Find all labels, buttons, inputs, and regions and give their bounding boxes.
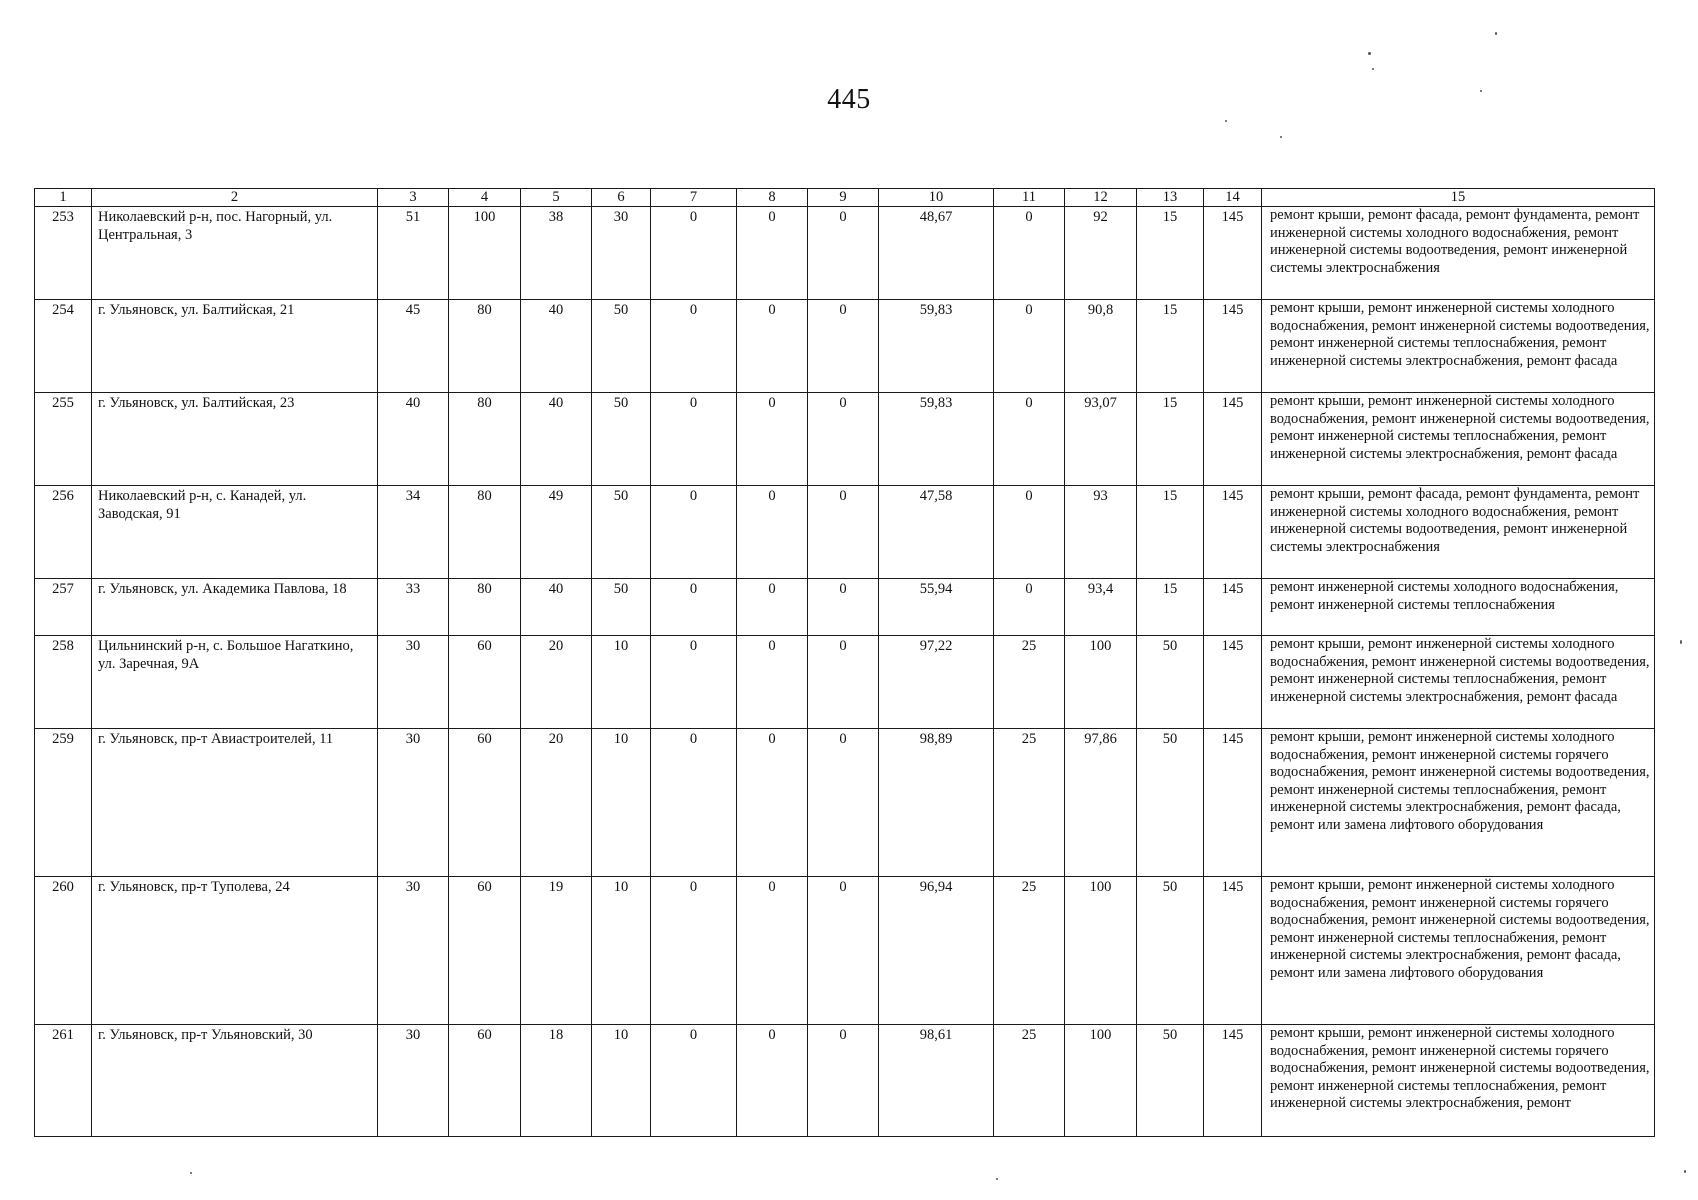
table-row [35,729,1655,877]
column-header: 4 [449,189,521,207]
column-header: 13 [1137,189,1204,207]
value-cell: 60 [449,636,521,729]
column-header: 1 [35,189,92,207]
table-row [35,486,1655,579]
value-cell: 30 [378,636,449,729]
value-cell: 50 [1137,729,1204,877]
value-cell: 0 [737,1025,808,1137]
works-list-cell: ремонт крыши, ремонт инженерной системы холодного водоснабжения, ремонт инженерной системы водоотведения, ремонт инженерной системы теплоснабжения, ремонт инженерной системы электроснабжения, ремонт фасада [1262,300,1655,393]
address-cell: г. Ульяновск, пр-т Авиастроителей, 11 [92,729,378,877]
value-cell: 0 [737,729,808,877]
table-header [35,189,1655,207]
value-cell: 60 [449,1025,521,1137]
works-list-cell: ремонт крыши, ремонт инженерной системы холодного водоснабжения, ремонт инженерной системы горячего водоснабжения, ремонт инженерной системы водоотведения, ремонт инженерной системы теплоснабжения, ремонт инженерной системы электроснабжения, ремонт фасада, ремонт или замена лифтового оборудования [1262,877,1655,1025]
value-cell: 0 [737,486,808,579]
scan-speck [1280,136,1282,138]
column-header: 10 [879,189,994,207]
address-cell: Цильнинский р-н, с. Большое Нагаткино, ул. Заречная, 9А [92,636,378,729]
value-cell: 0 [737,636,808,729]
value-cell: 0 [737,579,808,636]
value-cell: 145 [1204,636,1262,729]
value-cell: 38 [521,207,592,300]
column-header: 12 [1065,189,1137,207]
value-cell: 50 [592,393,651,486]
address-cell: Николаевский р-н, пос. Нагорный, ул. Центральная, 3 [92,207,378,300]
table-row [35,636,1655,729]
value-cell: 0 [808,579,879,636]
scan-speck [1225,120,1227,122]
column-header: 2 [92,189,378,207]
value-cell: 48,67 [879,207,994,300]
value-cell: 18 [521,1025,592,1137]
value-cell: 0 [651,729,737,877]
value-cell: 45 [378,300,449,393]
value-cell: 0 [994,486,1065,579]
value-cell: 40 [521,300,592,393]
value-cell: 0 [737,877,808,1025]
value-cell: 92 [1065,207,1137,300]
row-number: 258 [35,636,92,729]
value-cell: 34 [378,486,449,579]
value-cell: 20 [521,636,592,729]
value-cell: 0 [737,393,808,486]
value-cell: 51 [378,207,449,300]
value-cell: 0 [808,729,879,877]
value-cell: 0 [651,300,737,393]
column-header: 5 [521,189,592,207]
value-cell: 49 [521,486,592,579]
value-cell: 10 [592,1025,651,1137]
value-cell: 0 [651,207,737,300]
address-cell: г. Ульяновск, ул. Балтийская, 23 [92,393,378,486]
column-header: 8 [737,189,808,207]
value-cell: 10 [592,877,651,1025]
row-number: 261 [35,1025,92,1137]
row-number: 254 [35,300,92,393]
row-number: 256 [35,486,92,579]
column-header: 3 [378,189,449,207]
row-number: 260 [35,877,92,1025]
value-cell: 25 [994,877,1065,1025]
value-cell: 25 [994,729,1065,877]
works-list-cell: ремонт крыши, ремонт фасада, ремонт фундамента, ремонт инженерной системы холодного водоснабжения, ремонт инженерной системы водоотведения, ремонт инженерной системы электроснабжения [1262,207,1655,300]
value-cell: 0 [737,300,808,393]
value-cell: 145 [1204,729,1262,877]
value-cell: 97,86 [1065,729,1137,877]
value-cell: 0 [808,207,879,300]
value-cell: 15 [1137,393,1204,486]
scan-speck [1480,90,1482,92]
row-number: 255 [35,393,92,486]
value-cell: 80 [449,393,521,486]
value-cell: 145 [1204,207,1262,300]
value-cell: 20 [521,729,592,877]
value-cell: 15 [1137,207,1204,300]
scan-speck [996,1178,998,1180]
value-cell: 93,4 [1065,579,1137,636]
scan-speck [190,1172,192,1174]
address-cell: г. Ульяновск, пр-т Туполева, 24 [92,877,378,1025]
value-cell: 10 [592,636,651,729]
value-cell: 80 [449,300,521,393]
value-cell: 30 [378,877,449,1025]
value-cell: 0 [994,579,1065,636]
value-cell: 19 [521,877,592,1025]
works-list-cell: ремонт крыши, ремонт фасада, ремонт фундамента, ремонт инженерной системы холодного водоснабжения, ремонт инженерной системы водоотведения, ремонт инженерной системы электроснабжения [1262,486,1655,579]
value-cell: 98,89 [879,729,994,877]
value-cell: 0 [808,486,879,579]
scan-speck [1368,52,1371,55]
column-header: 14 [1204,189,1262,207]
value-cell: 50 [1137,877,1204,1025]
table-row [35,207,1655,300]
value-cell: 93,07 [1065,393,1137,486]
value-cell: 145 [1204,877,1262,1025]
value-cell: 0 [651,1025,737,1137]
value-cell: 98,61 [879,1025,994,1137]
value-cell: 10 [592,729,651,877]
table-body [35,207,1655,1137]
value-cell: 15 [1137,579,1204,636]
value-cell: 59,83 [879,300,994,393]
table-row [35,1025,1655,1137]
value-cell: 40 [521,579,592,636]
value-cell: 50 [1137,636,1204,729]
value-cell: 96,94 [879,877,994,1025]
table-row [35,579,1655,636]
value-cell: 60 [449,877,521,1025]
value-cell: 59,83 [879,393,994,486]
address-cell: г. Ульяновск, ул. Балтийская, 21 [92,300,378,393]
value-cell: 47,58 [879,486,994,579]
works-list-cell: ремонт инженерной системы холодного водоснабжения, ремонт инженерной системы теплоснабжения [1262,579,1655,636]
row-number: 257 [35,579,92,636]
column-header: 6 [592,189,651,207]
table-row [35,393,1655,486]
works-list-cell: ремонт крыши, ремонт инженерной системы холодного водоснабжения, ремонт инженерной системы горячего водоснабжения, ремонт инженерной системы водоотведения, ремонт инженерной системы теплоснабжения, ремонт инженерной системы электроснабжения, ремонт фасада, ремонт или замена лифтового оборудования [1262,729,1655,877]
value-cell: 100 [1065,636,1137,729]
value-cell: 97,22 [879,636,994,729]
value-cell: 100 [1065,1025,1137,1137]
value-cell: 0 [651,636,737,729]
address-cell: Николаевский р-н, с. Канадей, ул. Заводская, 91 [92,486,378,579]
value-cell: 145 [1204,579,1262,636]
scan-speck [1684,1170,1686,1173]
register-table [34,188,1655,1137]
value-cell: 145 [1204,1025,1262,1137]
value-cell: 0 [994,300,1065,393]
value-cell: 15 [1137,300,1204,393]
value-cell: 90,8 [1065,300,1137,393]
value-cell: 0 [994,207,1065,300]
scan-speck [1680,640,1682,644]
value-cell: 50 [592,486,651,579]
value-cell: 80 [449,486,521,579]
value-cell: 25 [994,1025,1065,1137]
header-row [35,189,1655,207]
value-cell: 50 [1137,1025,1204,1137]
value-cell: 60 [449,729,521,877]
value-cell: 40 [378,393,449,486]
works-list-cell: ремонт крыши, ремонт инженерной системы холодного водоснабжения, ремонт инженерной системы водоотведения, ремонт инженерной системы теплоснабжения, ремонт инженерной системы электроснабжения, ремонт фасада [1262,393,1655,486]
value-cell: 0 [737,207,808,300]
value-cell: 30 [378,1025,449,1137]
value-cell: 145 [1204,300,1262,393]
value-cell: 0 [808,877,879,1025]
value-cell: 0 [651,393,737,486]
value-cell: 0 [808,300,879,393]
value-cell: 145 [1204,393,1262,486]
value-cell: 93 [1065,486,1137,579]
value-cell: 30 [378,729,449,877]
column-header: 11 [994,189,1065,207]
address-cell: г. Ульяновск, пр-т Ульяновский, 30 [92,1025,378,1137]
value-cell: 15 [1137,486,1204,579]
value-cell: 80 [449,579,521,636]
row-number: 259 [35,729,92,877]
value-cell: 0 [808,393,879,486]
works-list-cell: ремонт крыши, ремонт инженерной системы холодного водоснабжения, ремонт инженерной системы водоотведения, ремонт инженерной системы теплоснабжения, ремонт инженерной системы электроснабжения, ремонт фасада [1262,636,1655,729]
table-row [35,877,1655,1025]
value-cell: 100 [449,207,521,300]
value-cell: 0 [651,579,737,636]
works-list-cell: ремонт крыши, ремонт инженерной системы холодного водоснабжения, ремонт инженерной системы горячего водоснабжения, ремонт инженерной системы водоотведения, ремонт инженерной системы теплоснабжения, ремонт инженерной системы электроснабжения, ремонт [1262,1025,1655,1137]
page-number: 445 [827,84,871,115]
column-header: 7 [651,189,737,207]
value-cell: 33 [378,579,449,636]
value-cell: 55,94 [879,579,994,636]
value-cell: 50 [592,300,651,393]
value-cell: 50 [592,579,651,636]
table-row [35,300,1655,393]
address-cell: г. Ульяновск, ул. Академика Павлова, 18 [92,579,378,636]
value-cell: 100 [1065,877,1137,1025]
column-header: 15 [1262,189,1655,207]
value-cell: 0 [994,393,1065,486]
row-number: 253 [35,207,92,300]
value-cell: 40 [521,393,592,486]
value-cell: 30 [592,207,651,300]
scan-speck [1372,68,1374,70]
value-cell: 145 [1204,486,1262,579]
value-cell: 0 [808,636,879,729]
value-cell: 0 [808,1025,879,1137]
value-cell: 0 [651,486,737,579]
value-cell: 25 [994,636,1065,729]
value-cell: 0 [651,877,737,1025]
column-header: 9 [808,189,879,207]
scan-speck [1495,32,1497,35]
